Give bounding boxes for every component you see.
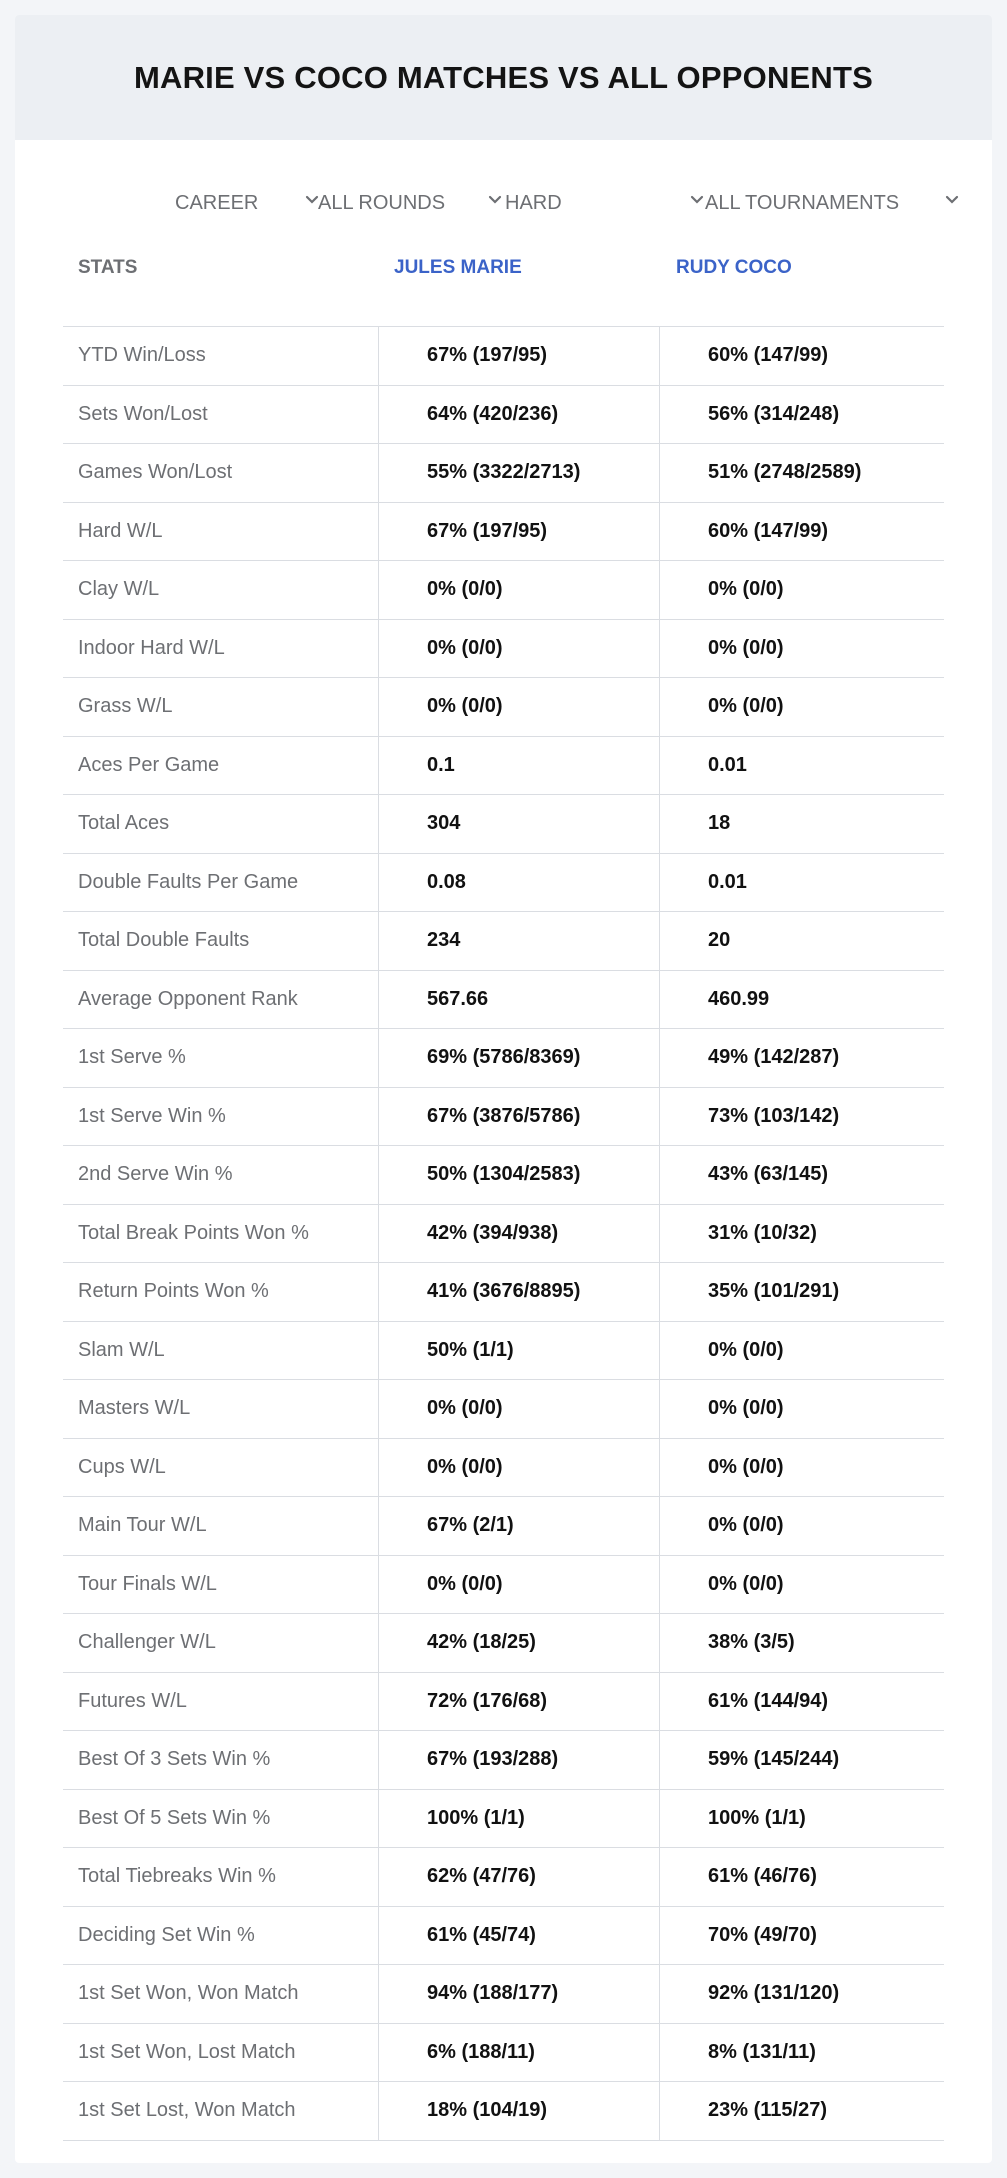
stat-label: Best Of 5 Sets Win %: [78, 1806, 271, 1829]
stat-label: Games Won/Lost: [78, 461, 233, 484]
stat-label: Futures W/L: [78, 1689, 187, 1712]
stat-label: 1st Set Won, Won Match: [78, 1982, 299, 2005]
player1-value: 41% (3676/8895): [378, 1263, 659, 1321]
stat-label: Tour Finals W/L: [78, 1572, 217, 1595]
player1-value: 0% (0/0): [378, 620, 659, 678]
stat-label: Best Of 3 Sets Win %: [78, 1748, 271, 1771]
player2-value: 38% (3/5): [659, 1614, 944, 1672]
player1-value: 62% (47/76): [378, 1848, 659, 1906]
stat-label: Hard W/L: [78, 519, 163, 542]
player2-value: 0% (0/0): [659, 1556, 944, 1614]
player2-value: 0% (0/0): [659, 1439, 944, 1497]
player1-value: 67% (197/95): [378, 503, 659, 561]
table-row: [63, 1146, 944, 1205]
player1-value: 0% (0/0): [378, 1556, 659, 1614]
player2-value: 8% (131/11): [659, 2024, 944, 2082]
player1-value: 100% (1/1): [378, 1790, 659, 1848]
player2-value: 0% (0/0): [659, 561, 944, 619]
stat-label: Main Tour W/L: [78, 1514, 207, 1537]
player2-value: 49% (142/287): [659, 1029, 944, 1087]
player1-value: 69% (5786/8369): [378, 1029, 659, 1087]
table-row: [63, 1614, 944, 1673]
player2-value: 43% (63/145): [659, 1146, 944, 1204]
table-row: [63, 1556, 944, 1615]
player1-value: 61% (45/74): [378, 1907, 659, 1965]
table-row: [63, 1205, 944, 1264]
stat-label: 2nd Serve Win %: [78, 1163, 233, 1186]
player1-value: 0.1: [378, 737, 659, 795]
table-row: [63, 1380, 944, 1439]
table-row: [63, 327, 944, 386]
player1-value: 6% (188/11): [378, 2024, 659, 2082]
table-row: [63, 1848, 944, 1907]
filter-bar: [15, 183, 992, 223]
stat-label: Slam W/L: [78, 1338, 165, 1361]
stat-label: Total Break Points Won %: [78, 1221, 309, 1244]
table-row: [63, 912, 944, 971]
player2-value: 60% (147/99): [659, 503, 944, 561]
player2-value: 59% (145/244): [659, 1731, 944, 1789]
table-row: [63, 2024, 944, 2083]
player1-value: 567.66: [378, 971, 659, 1029]
chevron-down-icon: [690, 195, 700, 205]
player1-value: 42% (18/25): [378, 1614, 659, 1672]
player1-value: 55% (3322/2713): [378, 444, 659, 502]
table-row: [63, 1088, 944, 1147]
page-title: MARIE VS COCO MATCHES VS ALL OPPONENTS: [133, 59, 874, 95]
table-row: [63, 678, 944, 737]
stat-label: Return Points Won %: [78, 1280, 269, 1303]
player2-value: 0.01: [659, 737, 944, 795]
player2-value: 100% (1/1): [659, 1790, 944, 1848]
stat-label: 1st Set Lost, Won Match: [78, 2099, 296, 2122]
player1-value: 94% (188/177): [378, 1965, 659, 2023]
player1-value: 0% (0/0): [378, 678, 659, 736]
table-row: [63, 1439, 944, 1498]
stat-label: Double Faults Per Game: [78, 870, 299, 893]
player2-value: 70% (49/70): [659, 1907, 944, 1965]
chevron-down-icon: [305, 195, 315, 205]
stat-label: 1st Serve Win %: [78, 1104, 226, 1127]
player1-value: 64% (420/236): [378, 386, 659, 444]
player2-value: 73% (103/142): [659, 1088, 944, 1146]
stat-label: Sets Won/Lost: [78, 402, 208, 425]
column-header-player1[interactable]: JULES MARIE: [394, 257, 522, 278]
stat-label: Grass W/L: [78, 695, 173, 718]
player2-value: 460.99: [659, 971, 944, 1029]
player1-value: 67% (193/288): [378, 1731, 659, 1789]
player2-value: 61% (144/94): [659, 1673, 944, 1731]
stat-label: Challenger W/L: [78, 1631, 216, 1654]
stat-label: Cups W/L: [78, 1455, 166, 1478]
player2-value: 51% (2748/2589): [659, 444, 944, 502]
page-header: [15, 15, 992, 140]
table-body: [63, 327, 944, 2141]
stats-table: [63, 253, 944, 2122]
table-row: [63, 1673, 944, 1732]
table-row: [63, 386, 944, 445]
player1-value: 67% (3876/5786): [378, 1088, 659, 1146]
player1-value: 50% (1/1): [378, 1322, 659, 1380]
stat-label: Masters W/L: [78, 1397, 191, 1420]
stat-label: Average Opponent Rank: [78, 987, 298, 1010]
player1-value: 18% (104/19): [378, 2082, 659, 2140]
player1-value: 72% (176/68): [378, 1673, 659, 1731]
player2-value: 31% (10/32): [659, 1205, 944, 1263]
column-header-stats: STATS: [78, 257, 138, 278]
table-row: [63, 795, 944, 854]
table-row: [63, 561, 944, 620]
player1-value: 304: [378, 795, 659, 853]
stat-label: 1st Set Won, Lost Match: [78, 2040, 296, 2063]
player2-value: 60% (147/99): [659, 327, 944, 385]
stat-label: Aces Per Game: [78, 753, 220, 776]
player2-value: 0% (0/0): [659, 1322, 944, 1380]
player1-value: 0% (0/0): [378, 1439, 659, 1497]
table-row: [63, 1731, 944, 1790]
table-row: [63, 1907, 944, 1966]
table-row: [63, 620, 944, 679]
table-row: [63, 1497, 944, 1556]
table-row: [63, 2082, 944, 2141]
surface-select[interactable]: [505, 183, 700, 223]
period-select[interactable]: [175, 183, 315, 223]
table-row: [63, 737, 944, 796]
player1-value: 234: [378, 912, 659, 970]
round-select-value: ALL ROUNDS: [318, 191, 446, 214]
player2-value: 0% (0/0): [659, 678, 944, 736]
chevron-down-icon: [488, 195, 498, 205]
table-row: [63, 1965, 944, 2024]
player1-value: 0.08: [378, 854, 659, 912]
column-header-player2[interactable]: RUDY COCO: [676, 257, 792, 278]
stat-label: Total Tiebreaks Win %: [78, 1865, 276, 1888]
stat-label: Deciding Set Win %: [78, 1923, 255, 1946]
table-header: [63, 253, 944, 311]
player2-value: 56% (314/248): [659, 386, 944, 444]
table-row: [63, 971, 944, 1030]
stats-card: [15, 15, 992, 2163]
stat-label: Total Aces: [78, 812, 170, 835]
player1-value: 42% (394/938): [378, 1205, 659, 1263]
period-select-value: CAREER: [175, 191, 259, 214]
player2-value: 0% (0/0): [659, 620, 944, 678]
player2-value: 92% (131/120): [659, 1965, 944, 2023]
player2-value: 35% (101/291): [659, 1263, 944, 1321]
chevron-down-icon: [945, 195, 955, 205]
table-row: [63, 1029, 944, 1088]
table-row: [63, 1790, 944, 1849]
player2-value: 0% (0/0): [659, 1497, 944, 1555]
table-row: [63, 1263, 944, 1322]
stat-label: 1st Serve %: [78, 1046, 186, 1069]
player2-value: 20: [659, 912, 944, 970]
tournament-select[interactable]: [705, 183, 955, 223]
player2-value: 0.01: [659, 854, 944, 912]
player2-value: 61% (46/76): [659, 1848, 944, 1906]
stat-label: Indoor Hard W/L: [78, 636, 225, 659]
table-row: [63, 444, 944, 503]
tournament-select-value: ALL TOURNAMENTS: [705, 191, 900, 214]
player1-value: 67% (2/1): [378, 1497, 659, 1555]
table-row: [63, 1322, 944, 1381]
stat-label: Total Double Faults: [78, 929, 250, 952]
player2-value: 23% (115/27): [659, 2082, 944, 2140]
round-select[interactable]: [318, 183, 498, 223]
player2-value: 0% (0/0): [659, 1380, 944, 1438]
player1-value: 50% (1304/2583): [378, 1146, 659, 1204]
player1-value: 67% (197/95): [378, 327, 659, 385]
player1-value: 0% (0/0): [378, 561, 659, 619]
table-row: [63, 854, 944, 913]
surface-select-value: HARD: [505, 191, 562, 214]
stat-label: Clay W/L: [78, 578, 160, 601]
player1-value: 0% (0/0): [378, 1380, 659, 1438]
player2-value: 18: [659, 795, 944, 853]
table-row: [63, 503, 944, 562]
stat-label: YTD Win/Loss: [78, 344, 206, 367]
